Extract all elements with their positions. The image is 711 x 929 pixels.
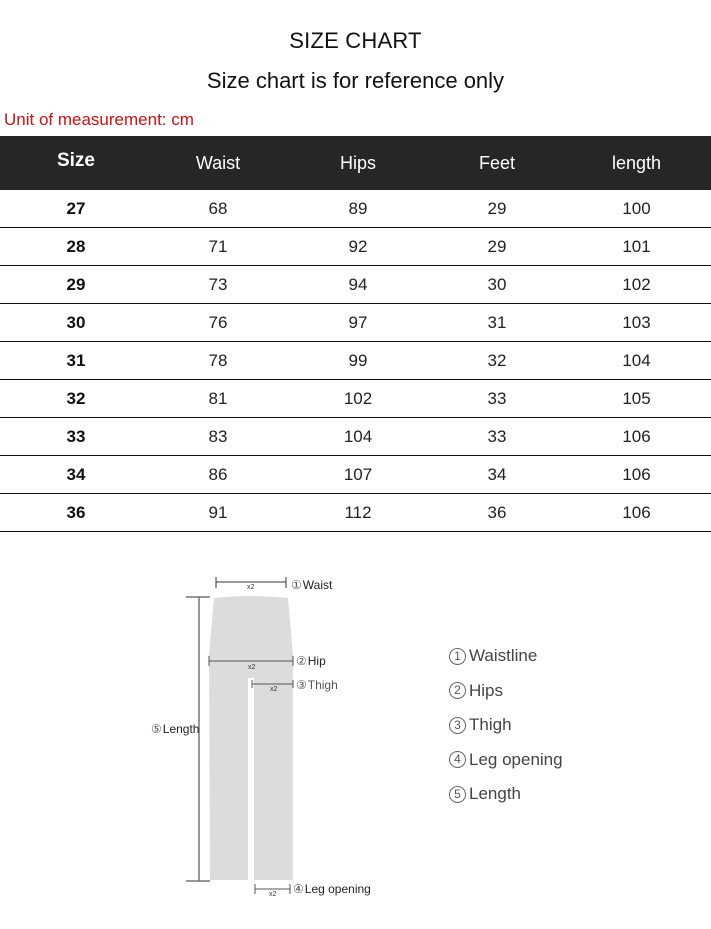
table-row: [0, 342, 711, 380]
cell-length: 106: [622, 502, 651, 522]
table-row: [0, 380, 711, 418]
pants-diagram: [0, 560, 711, 929]
column-header-waist: Waist: [195, 152, 241, 173]
cell-feet: 29: [487, 198, 507, 218]
leg-opening-label: ④Leg opening: [293, 882, 371, 896]
pants-illustration: [0, 560, 711, 929]
cell-hips: 107: [343, 464, 373, 484]
cell-size: 36: [66, 502, 86, 522]
column-header-hips: Hips: [339, 152, 376, 173]
cell-hips: 97: [348, 312, 368, 332]
hip-label: ②Hip: [296, 654, 326, 668]
table-row: [0, 456, 711, 494]
cell-feet: 36: [487, 502, 507, 522]
cell-size: 34: [66, 464, 86, 484]
cell-waist: 73: [208, 274, 228, 294]
cell-size: 32: [66, 388, 86, 408]
hip-multiplier: x2: [248, 664, 256, 671]
circled-3-icon: ③: [296, 678, 307, 692]
cell-size: 30: [66, 312, 86, 332]
cell-waist: 76: [208, 312, 228, 332]
thigh-multiplier: x2: [270, 686, 278, 693]
cell-size: 28: [66, 236, 86, 256]
measurement-legend: [449, 639, 563, 812]
length-label: ⑤Length: [151, 722, 200, 736]
cell-waist: 81: [208, 388, 228, 408]
table-row: [0, 190, 711, 228]
column-header-size: Size: [56, 150, 96, 171]
cell-waist: 68: [208, 198, 228, 218]
circled-3-icon: 3: [449, 717, 466, 734]
circled-5-icon: 5: [449, 786, 466, 803]
table-row: [0, 228, 711, 266]
thigh-label: ③Thigh: [296, 678, 338, 692]
table-row: [0, 494, 711, 532]
cell-feet: 33: [487, 388, 507, 408]
cell-length: 106: [622, 426, 651, 446]
cell-hips: 99: [348, 350, 368, 370]
cell-feet: 32: [487, 350, 507, 370]
cell-size: 27: [66, 198, 86, 218]
unit-note: Unit of measurement: cm: [4, 110, 194, 129]
leg-opening-multiplier: x2: [269, 891, 277, 898]
cell-hips: 94: [348, 274, 368, 294]
circled-5-icon: ⑤: [151, 722, 162, 736]
cell-hips: 102: [343, 388, 373, 408]
table-row: [0, 418, 711, 456]
waist-label: ①Waist: [291, 578, 333, 592]
cell-waist: 71: [208, 236, 228, 256]
cell-hips: 104: [343, 426, 373, 446]
size-table: [0, 136, 711, 532]
table-row: [0, 266, 711, 304]
cell-waist: 86: [208, 464, 228, 484]
column-header-length: length: [611, 152, 662, 173]
legend-item-waistline: 1 Waistline: [449, 639, 563, 674]
page-title: SIZE CHART: [289, 28, 422, 53]
table-header: [0, 136, 711, 190]
cell-length: 102: [622, 274, 651, 294]
cell-length: 106: [622, 464, 651, 484]
cell-feet: 30: [487, 274, 507, 294]
table-row: [0, 304, 711, 342]
cell-size: 31: [66, 350, 86, 370]
circled-4-icon: 4: [449, 751, 466, 768]
legend-item-leg-opening: 4 Leg opening: [449, 743, 563, 778]
cell-size: 33: [66, 426, 86, 446]
cell-waist: 78: [208, 350, 228, 370]
circled-2-icon: 2: [449, 682, 466, 699]
cell-hips: 112: [344, 502, 372, 522]
cell-waist: 83: [208, 426, 228, 446]
circled-2-icon: ②: [296, 654, 307, 668]
cell-length: 100: [622, 198, 651, 218]
circled-1-icon: 1: [449, 648, 466, 665]
cell-hips: 89: [348, 198, 368, 218]
circled-1-icon: ①: [291, 578, 302, 592]
legend-item-thigh: 3 Thigh: [449, 708, 563, 743]
cell-size: 29: [66, 274, 86, 294]
legend-item-length: 5 Length: [449, 777, 563, 812]
cell-length: 104: [622, 350, 651, 370]
page-subtitle: Size chart is for reference only: [206, 68, 505, 93]
column-header-feet: Feet: [478, 152, 516, 173]
cell-feet: 31: [487, 312, 507, 332]
legend-item-hips: 2 Hips: [449, 674, 563, 709]
cell-feet: 33: [487, 426, 507, 446]
cell-feet: 29: [487, 236, 507, 256]
cell-length: 105: [622, 388, 651, 408]
cell-length: 101: [622, 236, 651, 256]
cell-length: 103: [622, 312, 651, 332]
circled-4-icon: ④: [293, 882, 304, 896]
cell-feet: 34: [487, 464, 507, 484]
waist-multiplier: x2: [247, 584, 255, 591]
cell-hips: 92: [348, 236, 368, 256]
cell-waist: 91: [208, 502, 228, 522]
